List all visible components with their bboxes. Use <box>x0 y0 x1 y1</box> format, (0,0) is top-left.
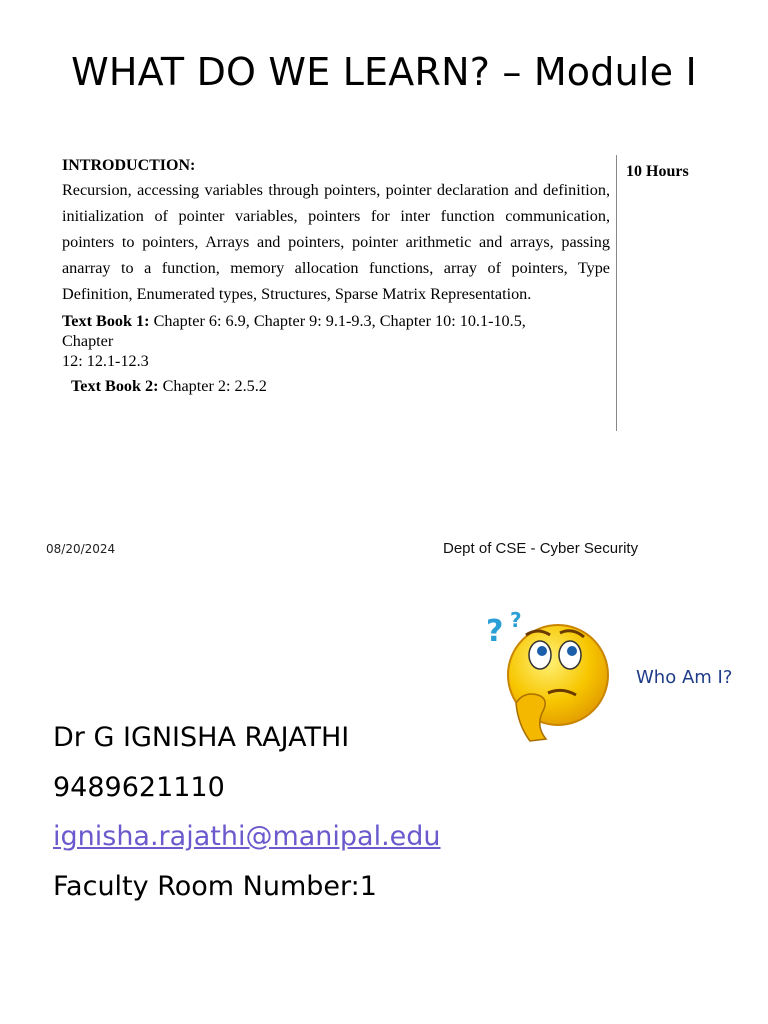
svg-text:?: ? <box>510 608 522 632</box>
textbook-1 <box>62 311 610 371</box>
contact-info <box>53 718 441 916</box>
textbook-1-label: Text Book 1: <box>62 312 150 330</box>
who-am-i-caption: Who Am I? <box>636 667 733 688</box>
faculty-room: Faculty Room Number:1 <box>53 870 377 902</box>
faculty-email-link[interactable]: ignisha.rajathi@manipal.edu <box>53 821 441 852</box>
syllabus-content <box>62 155 610 396</box>
thinking-face-icon <box>508 625 608 741</box>
textbook-1-chapters-cont: Chapter <box>62 332 114 350</box>
syllabus-hours: 10 Hours <box>626 163 689 180</box>
svg-text:?: ? <box>486 614 504 649</box>
textbook-1-chapters: Chapter 6: 6.9, Chapter 9: 9.1-9.3, Chapter 10: 10.1-10.5, <box>153 312 526 330</box>
syllabus-topics: Recursion, accessing variables through pointers, pointer declaration and definition, initialization of pointer variables, pointers for inter function communication, pointers to pointers, Arrays and pointers, pointer arithmetic and arrays, passing anarray to a function, memory allocation functions, array of pointers, Type Definition, Enumerated types, Structures, Sparse Matrix Representation. <box>62 181 610 303</box>
who-am-i-graphic <box>480 605 750 755</box>
syllabus-excerpt <box>62 155 722 431</box>
textbook-2-chapters: Chapter 2: 2.5.2 <box>162 377 267 395</box>
textbook-2-label: Text Book 2: <box>71 377 159 395</box>
question-marks-icon <box>486 608 522 649</box>
faculty-name: Dr G IGNISHA RAJATHI <box>53 722 350 753</box>
syllabus-heading: INTRODUCTION: <box>62 157 196 174</box>
faculty-phone: 9489621110 <box>53 771 225 803</box>
column-divider <box>616 155 617 431</box>
textbook-2 <box>62 376 610 396</box>
slide-title: WHAT DO WE LEARN? – Module I <box>71 50 697 94</box>
textbook-1-chapters-end: 12: 12.1-12.3 <box>62 352 149 370</box>
footer-date: 08/20/2024 <box>46 542 116 556</box>
footer-department: Dept of CSE - Cyber Security <box>443 540 639 557</box>
